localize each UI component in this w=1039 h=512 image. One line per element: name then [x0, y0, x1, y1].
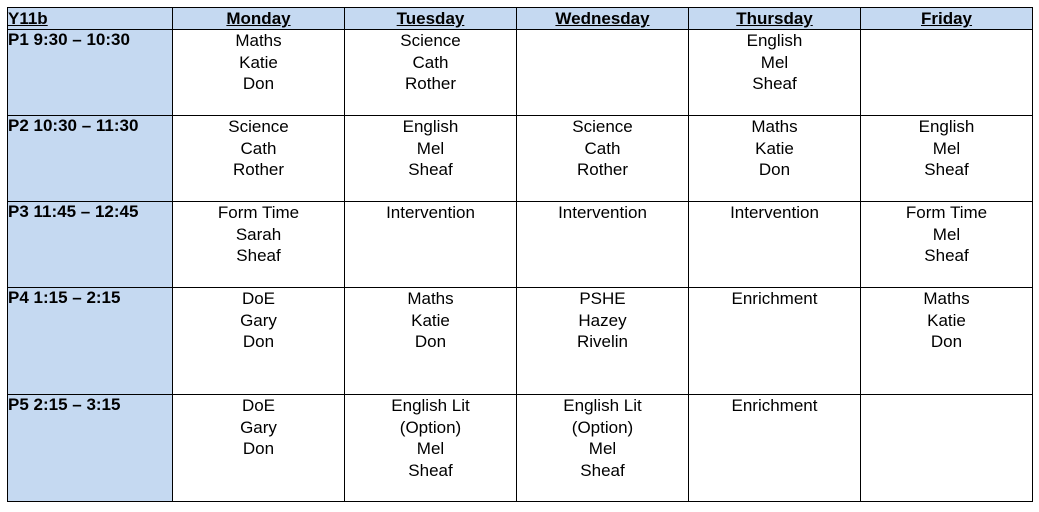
lesson-cell-wednesday: [517, 30, 689, 116]
lesson-detail: Katie: [411, 310, 450, 330]
lesson-detail: Mel: [932, 224, 961, 244]
lesson-detail: Rother: [404, 74, 457, 93]
lesson-subject: English: [918, 117, 975, 136]
lesson-detail: Don: [930, 332, 963, 351]
lesson-subject: English: [402, 117, 459, 136]
lesson-subject: Enrichment: [731, 396, 818, 415]
lesson-detail: Don: [758, 160, 791, 179]
lesson-detail: Katie: [927, 310, 966, 330]
timetable: [7, 7, 1033, 502]
lesson-subject: DoE: [241, 396, 276, 415]
lesson-subject: Maths: [923, 289, 970, 308]
lesson-cell-thursday: [689, 202, 861, 288]
lesson-detail: Mel: [588, 439, 617, 458]
lesson-cell-thursday: [689, 116, 861, 202]
lesson-detail: Mel: [932, 138, 961, 158]
lesson-detail: Cath: [584, 138, 621, 158]
lesson-cell-tuesday: [345, 116, 517, 202]
lesson-cell-wednesday: [517, 288, 689, 395]
lesson-cell-wednesday: [517, 202, 689, 288]
lesson-subject: Intervention: [386, 203, 475, 222]
lesson-cell-wednesday: [517, 395, 689, 502]
lesson-detail: Gary: [240, 310, 277, 330]
lesson-subject: Intervention: [558, 203, 647, 222]
lesson-cell-tuesday: [345, 395, 517, 502]
lesson-cell-thursday: [689, 30, 861, 116]
lesson-detail: Rother: [232, 160, 285, 179]
lesson-subject: Science: [572, 117, 633, 136]
lesson-subject: Form Time: [905, 203, 988, 222]
lesson-cell-monday: [173, 288, 345, 395]
header-row: [8, 8, 1033, 30]
lesson-cell-wednesday: [517, 116, 689, 202]
lesson-detail: Sheaf: [924, 160, 969, 179]
lesson-subject: Enrichment: [731, 289, 818, 308]
lesson-detail: Sheaf: [752, 74, 797, 93]
lesson-subject: Maths: [407, 289, 454, 308]
lesson-detail: Cath: [412, 52, 449, 72]
lesson-detail: Gary: [240, 417, 277, 437]
lesson-detail: Don: [242, 74, 275, 93]
lesson-detail: Sheaf: [236, 246, 281, 265]
lesson-cell-monday: [173, 116, 345, 202]
lesson-subject: Intervention: [730, 203, 819, 222]
period-row: [8, 116, 1033, 202]
lesson-detail: Sheaf: [408, 160, 453, 179]
lesson-detail: Don: [242, 332, 275, 351]
day-header-monday: Monday: [173, 8, 345, 30]
lesson-subject: Science: [228, 117, 289, 136]
lesson-detail: Mel: [416, 138, 445, 158]
class-label: Y11b: [8, 8, 173, 30]
day-header-wednesday: Wednesday: [517, 8, 689, 30]
period-row: [8, 30, 1033, 116]
lesson-subject: English Lit: [391, 396, 470, 415]
period-row: [8, 288, 1033, 395]
lesson-cell-thursday: [689, 395, 861, 502]
lesson-detail: Rivelin: [576, 332, 629, 351]
lesson-detail: Sheaf: [408, 460, 453, 480]
lesson-subject: PSHE: [579, 289, 626, 308]
period-label: P4 1:15 – 2:15: [8, 288, 173, 395]
lesson-subject: Maths: [235, 31, 282, 50]
lesson-subject: Science: [400, 31, 461, 50]
lesson-subject: Form Time: [217, 203, 300, 222]
period-label: P2 10:30 – 11:30: [8, 116, 173, 202]
lesson-subject: English Lit: [563, 396, 642, 415]
lesson-cell-monday: [173, 202, 345, 288]
lesson-cell-friday: [861, 395, 1033, 502]
lesson-subject: Maths: [751, 117, 798, 136]
lesson-detail: (Option): [399, 417, 462, 437]
day-header-friday: Friday: [861, 8, 1033, 30]
lesson-cell-thursday: [689, 288, 861, 395]
lesson-detail: Sheaf: [580, 460, 625, 480]
lesson-cell-tuesday: [345, 288, 517, 395]
lesson-detail: Katie: [239, 52, 278, 72]
lesson-detail: Sheaf: [924, 246, 969, 265]
lesson-subject: DoE: [241, 289, 276, 308]
period-row: [8, 202, 1033, 288]
period-row: [8, 395, 1033, 502]
day-header-tuesday: Tuesday: [345, 8, 517, 30]
lesson-cell-tuesday: [345, 202, 517, 288]
day-header-thursday: Thursday: [689, 8, 861, 30]
lesson-detail: Mel: [416, 439, 445, 458]
lesson-detail: Rother: [576, 160, 629, 179]
lesson-detail: Hazey: [578, 310, 627, 330]
lesson-detail: (Option): [571, 417, 634, 437]
lesson-detail: Sarah: [235, 224, 282, 244]
lesson-cell-monday: [173, 30, 345, 116]
lesson-detail: Cath: [240, 138, 277, 158]
period-label: P1 9:30 – 10:30: [8, 30, 173, 116]
lesson-subject: English: [746, 31, 803, 50]
lesson-detail: Katie: [755, 138, 794, 158]
lesson-detail: Don: [414, 332, 447, 351]
lesson-cell-friday: [861, 116, 1033, 202]
lesson-cell-friday: [861, 202, 1033, 288]
lesson-detail: Mel: [760, 52, 789, 72]
lesson-cell-tuesday: [345, 30, 517, 116]
lesson-detail: Don: [242, 439, 275, 458]
lesson-cell-monday: [173, 395, 345, 502]
lesson-cell-friday: [861, 30, 1033, 116]
lesson-cell-friday: [861, 288, 1033, 395]
period-label: P5 2:15 – 3:15: [8, 395, 173, 502]
period-label: P3 11:45 – 12:45: [8, 202, 173, 288]
